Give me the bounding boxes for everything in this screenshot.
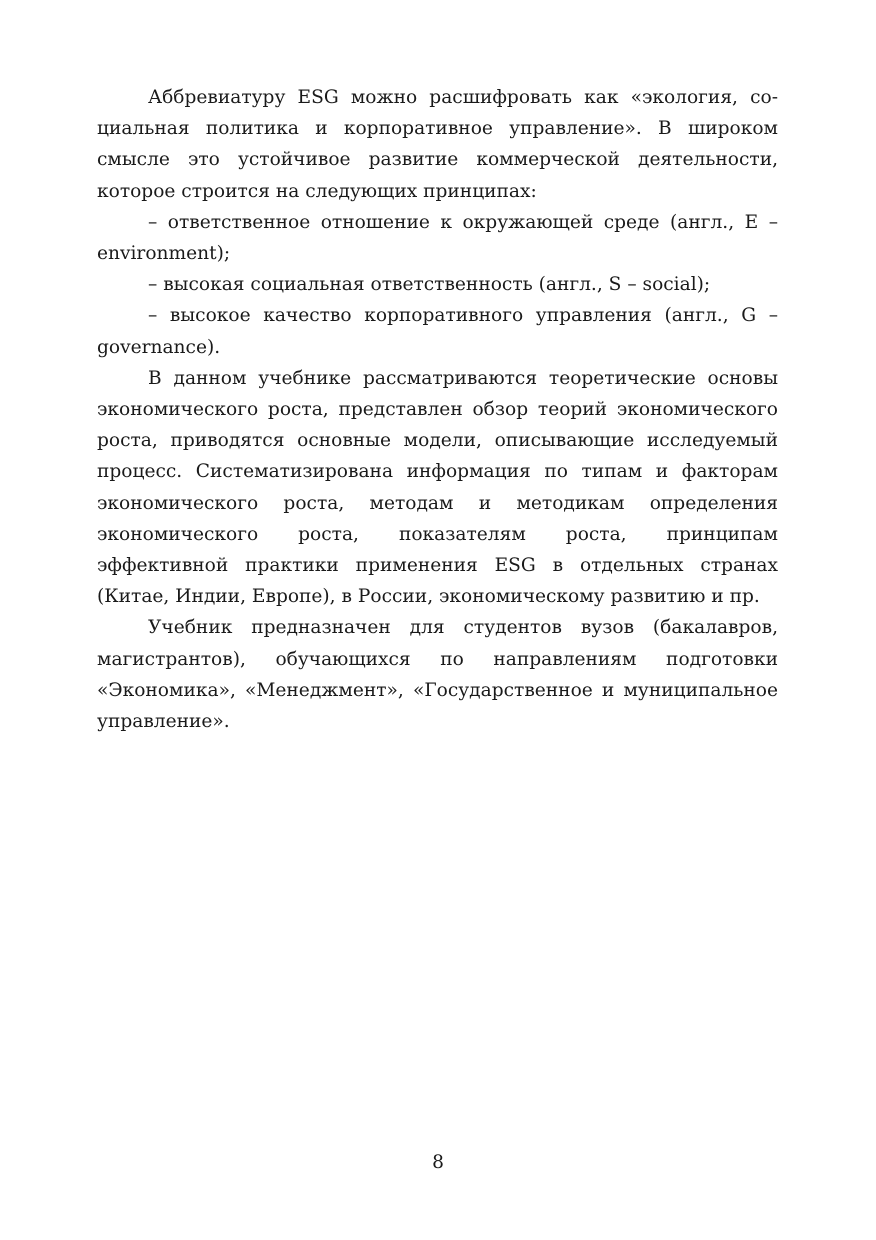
page-number: 8 bbox=[432, 1152, 444, 1173]
body-text bbox=[97, 82, 778, 737]
list-item-social: – высокая социальная ответственность (англ., S – social); bbox=[148, 274, 711, 296]
paragraph-target-audience: Учебник предназначен для студентов вузов (бакалавров, магистрантов), обучающихся по направлениям подготовки «Экономика», «Менеджмент», «Государственное и муниципальное управление». bbox=[97, 617, 778, 733]
paragraph-esg-definition: Аббревиатуру ESG можно расшифровать как «экология, социальная политика и корпоративное управление». В широком смысле это устойчивое развитие коммерческой деятельности, которое строится на следующих принципах: bbox=[97, 87, 778, 202]
list-item-governance: – высокое качество корпоративного управления (англ., G – governance). bbox=[97, 305, 778, 358]
list-item-environment: – ответственное отношение к окружающей среде (англ., E – environment); bbox=[97, 211, 778, 265]
paragraph-textbook-content: В данном учебнике рассматриваются теоретические основы экономического роста, представлен обзор теорий экономического роста, приводятся основные модели, описывающие исследуемый процесс. Систематизирована информация по типам и факторам экономического роста, методам и методикам определения экономического роста, показателям роста, принципам эффективной практики применения ESG в отдельных странах (Китае, Индии, Европе), в России, экономическому развитию и пр. bbox=[97, 367, 778, 608]
